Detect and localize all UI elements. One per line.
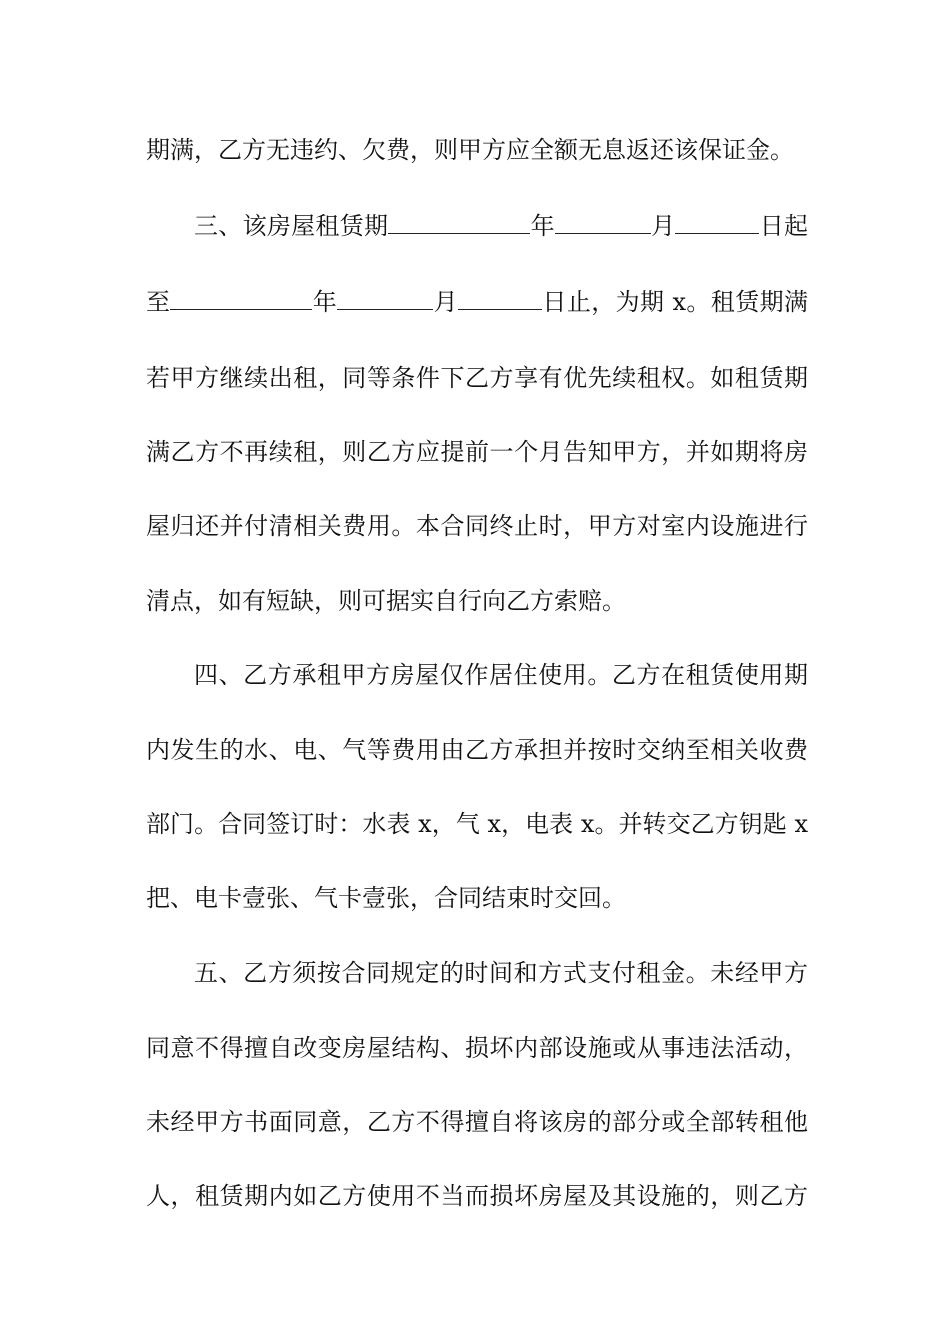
line-text: 日起 xyxy=(759,212,809,240)
date-blank-day xyxy=(458,283,542,310)
line-text: 三、该房屋租赁期 xyxy=(194,212,389,240)
text-line xyxy=(146,878,808,918)
text-line xyxy=(194,206,808,246)
line-text: 未经甲方书面同意，乙方不得擅自将该房的部分或全部转租他 xyxy=(146,1108,808,1136)
text-line xyxy=(146,1028,808,1068)
line-text: 日止，为期 x。租赁期满 xyxy=(542,288,809,316)
text-line xyxy=(146,1176,808,1216)
date-blank-month xyxy=(337,283,433,310)
date-blank-month xyxy=(555,207,651,234)
line-text: 把、电卡壹张、气卡壹张，合同结束时交回。 xyxy=(146,884,626,912)
date-blank-year xyxy=(170,283,312,310)
line-text: 月 xyxy=(650,212,676,240)
text-line xyxy=(146,130,808,170)
line-text: 同意不得擅自改变房屋结构、损坏内部设施或从事违法活动， xyxy=(146,1034,808,1062)
text-line xyxy=(146,581,808,621)
text-line xyxy=(194,655,808,695)
text-line xyxy=(146,506,808,546)
line-text: 清点，如有短缺，则可据实自行向乙方索赔。 xyxy=(146,587,626,615)
line-text: 年 xyxy=(530,212,555,240)
text-line xyxy=(194,953,808,993)
text-line xyxy=(146,358,808,398)
line-text: 屋归还并付清相关费用。本合同终止时，甲方对室内设施进行 xyxy=(146,512,808,540)
date-blank-year xyxy=(388,207,530,234)
text-line xyxy=(146,282,808,322)
text-line xyxy=(146,804,808,844)
line-text: 满乙方不再续租，则乙方应提前一个月告知甲方，并如期将房 xyxy=(146,438,808,466)
line-text: 至 xyxy=(146,288,171,316)
line-text: 期满，乙方无违约、欠费，则甲方应全额无息返还该保证金。 xyxy=(146,136,794,164)
line-text: 四、乙方承租甲方房屋仅作居住使用。乙方在租赁使用期 xyxy=(194,661,808,689)
line-text: 月 xyxy=(433,288,459,316)
line-text: 内发生的水、电、气等费用由乙方承担并按时交纳至相关收费 xyxy=(146,736,808,764)
text-line xyxy=(146,432,808,472)
text-line xyxy=(146,730,808,770)
line-text: 年 xyxy=(312,288,338,316)
text-line xyxy=(146,1102,808,1142)
line-text: 部门。合同签订时：水表 x，气 x，电表 x。并转交乙方钥匙 x xyxy=(146,810,808,838)
line-text: 五、乙方须按合同规定的时间和方式支付租金。未经甲方 xyxy=(194,959,808,987)
date-blank-day xyxy=(675,207,759,234)
line-text: 人，租赁期内如乙方使用不当而损坏房屋及其设施的，则乙方 xyxy=(146,1182,808,1210)
line-text: 若甲方继续出租，同等条件下乙方享有优先续租权。如租赁期 xyxy=(146,364,808,392)
